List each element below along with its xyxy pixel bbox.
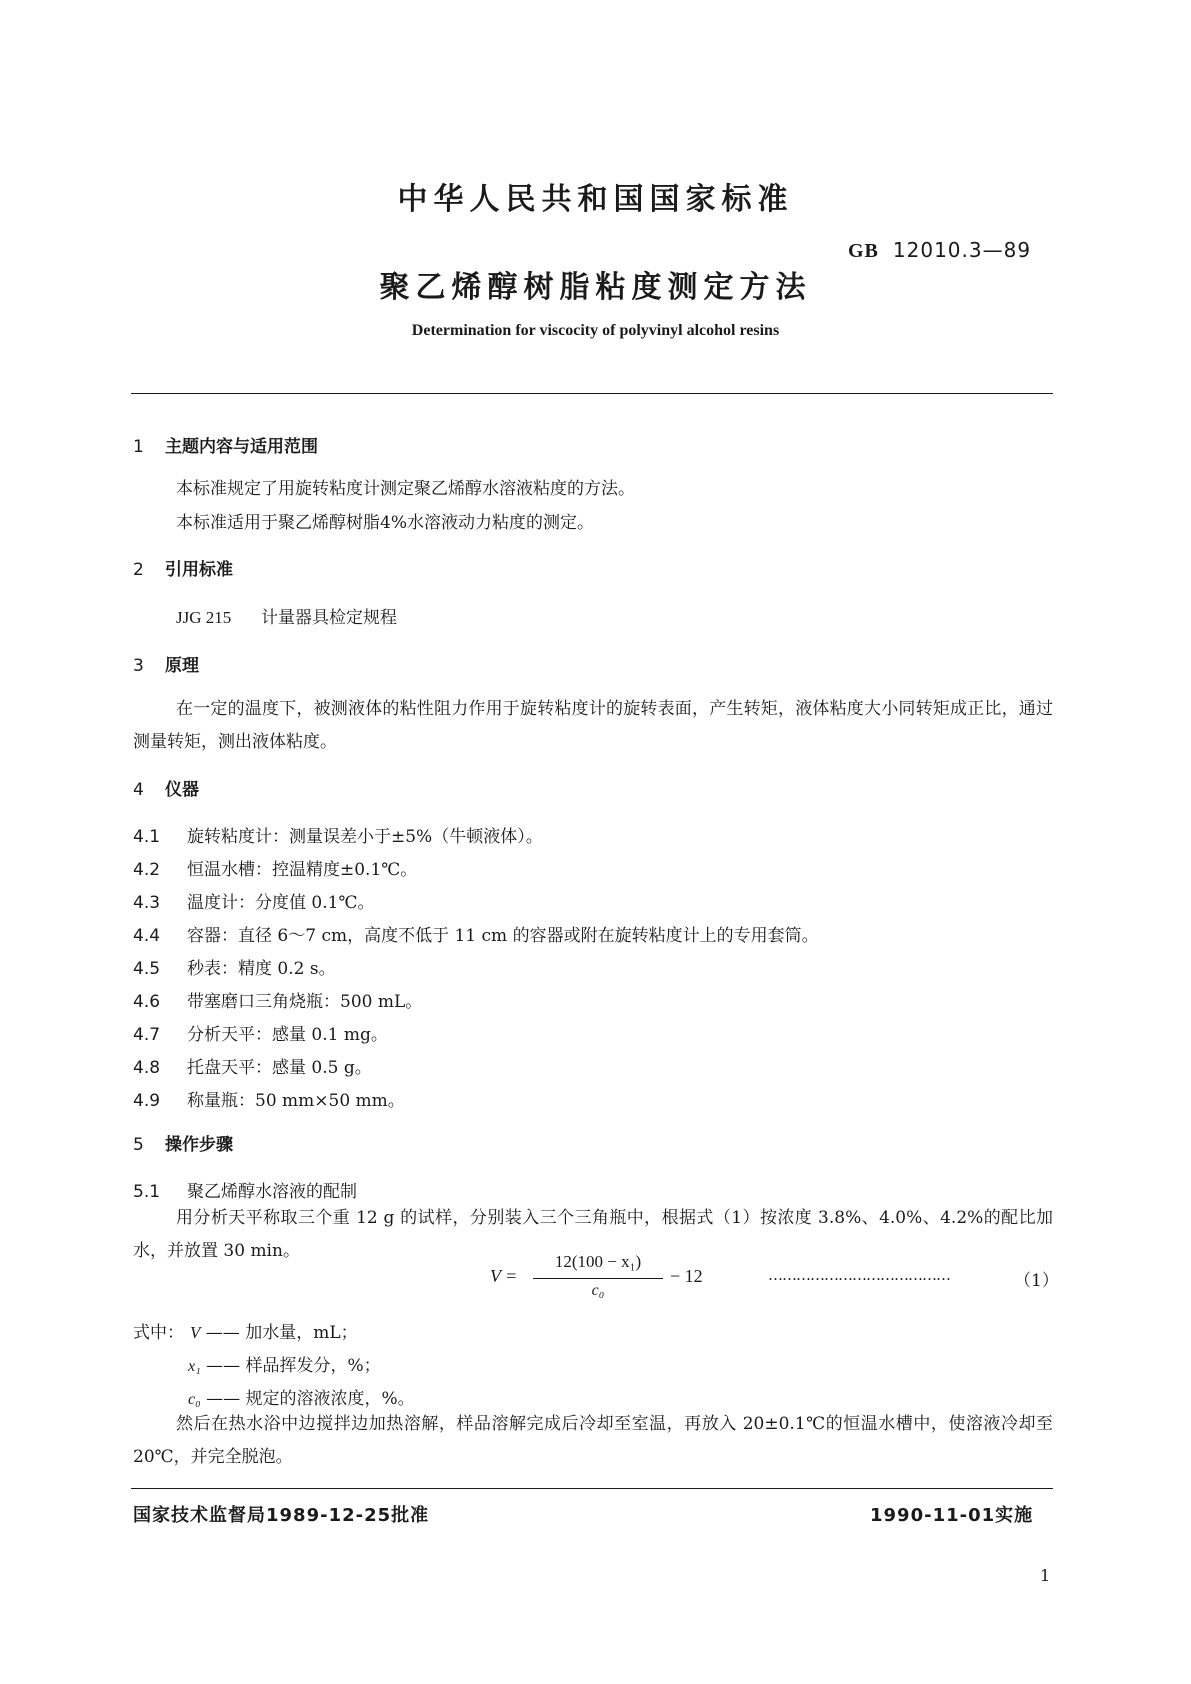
instrument-item	[133, 855, 417, 880]
variable-description: —— 样品挥发分，%；	[206, 1356, 381, 1376]
instrument-item	[133, 921, 819, 946]
instrument-item	[133, 822, 543, 847]
formula-denominator: c₀	[591, 1282, 605, 1299]
section-title: 引用标准	[165, 560, 233, 580]
item-number: 4.9	[133, 1091, 161, 1111]
item-text: 秒表：精度 0.2 s。	[187, 959, 336, 979]
item-text: 恒温水槽：控温精度±0.1℃。	[187, 860, 418, 880]
section-number: 4	[133, 780, 144, 800]
variable-definition	[188, 1384, 415, 1409]
header-divider	[131, 393, 1053, 394]
where-label: 式中：	[133, 1323, 184, 1343]
formula-numerator: 12(100 − x₁)	[554, 1252, 642, 1271]
reference-title: 计量器具检定规程	[261, 608, 397, 628]
item-number: 4.7	[133, 1025, 161, 1045]
item-text: 旋转粘度计：测量误差小于±5%（牛顿液体）。	[187, 827, 543, 847]
instrument-item	[133, 888, 374, 913]
instrument-item	[133, 1053, 372, 1078]
section-title: 操作步骤	[165, 1135, 233, 1155]
implementation-date: 1990-11-01实施	[870, 1505, 1034, 1526]
standard-code	[848, 238, 1031, 263]
page-number: 1	[1040, 1566, 1051, 1585]
instrument-item	[133, 1020, 388, 1045]
item-number: 4.1	[133, 827, 161, 847]
item-text: 容器：直径 6～7 cm，高度不低于 11 cm 的容器或附在旋转粘度计上的专用套筒。	[187, 926, 819, 946]
document-title-en: Determination for viscocity of polyvinyl alcohol resins	[411, 322, 780, 339]
section-number: 3	[133, 656, 144, 676]
gb-prefix: GB	[848, 240, 879, 262]
section-1-paragraph-1: 本标准规定了用旋转粘度计测定聚乙烯醇水溶液粘度的方法。	[176, 479, 635, 499]
item-text: 称量瓶：50 mm×50 mm。	[187, 1091, 405, 1111]
variable-description: —— 加水量，mL；	[205, 1323, 358, 1343]
instrument-item	[133, 1086, 405, 1111]
formula-rhs: − 12	[670, 1266, 703, 1286]
variable-definition	[190, 1318, 358, 1343]
instrument-item	[133, 954, 336, 979]
footer-divider	[131, 1488, 1053, 1489]
item-text: 带塞磨口三角烧瓶：500 mL。	[187, 992, 423, 1012]
fraction-bar	[533, 1278, 663, 1279]
subsection-5-1-after-paragraph: 然后在热水浴中边搅拌边加热溶解，样品溶解完成后冷却至室温，再放入 20±0.1℃的恒温水槽中，使溶液冷却至 20℃，并完全脱泡。	[133, 1414, 1053, 1467]
subsection-number: 5.1	[133, 1182, 161, 1202]
section-2-heading	[133, 555, 233, 580]
reference-standard	[176, 603, 397, 628]
variable-symbol: c₀	[188, 1391, 201, 1408]
item-number: 4.8	[133, 1058, 161, 1078]
reference-code: JJG 215	[176, 608, 232, 627]
section-1-heading	[133, 432, 318, 457]
section-5-heading	[133, 1130, 233, 1155]
approval-note: 国家技术监督局1989-12-25批准	[133, 1505, 430, 1526]
formula-equation-number: （1）	[1014, 1271, 1059, 1291]
item-text: 分析天平：感量 0.1 mg。	[187, 1025, 388, 1045]
variable-description: —— 规定的溶液浓度，%。	[206, 1389, 415, 1409]
section-3-paragraph: 在一定的温度下，被测液体的粘性阻力作用于旋转粘度计的旋转表面，产生转矩，液体粘度大小同转矩成正比，通过测量转矩，测出液体粘度。	[133, 699, 1053, 752]
subsection-5-1-paragraph: 用分析天平称取三个重 12 g 的试样，分别装入三个三角瓶中，根据式（1）按浓度 3.8%、4.0%、4.2%的配比加水，并放置 30 min。	[133, 1208, 1053, 1261]
formula-leader-dots: …………………………………	[768, 1266, 950, 1284]
item-text: 托盘天平：感量 0.5 g。	[187, 1058, 372, 1078]
variable-symbol: x₁	[188, 1358, 201, 1375]
section-number: 2	[133, 560, 144, 580]
formula-lhs: V =	[490, 1266, 518, 1286]
item-number: 4.2	[133, 860, 161, 880]
standard-number: 12010.3—89	[892, 238, 1032, 262]
section-title: 仪器	[165, 780, 199, 800]
section-number: 5	[133, 1135, 144, 1155]
section-title: 主题内容与适用范围	[165, 437, 318, 457]
item-number: 4.6	[133, 992, 161, 1012]
item-number: 4.4	[133, 926, 161, 946]
item-text: 温度计：分度值 0.1℃。	[187, 893, 375, 913]
item-number: 4.3	[133, 893, 161, 913]
national-standard-heading: 中华人民共和国国家标准	[397, 182, 794, 217]
section-4-heading	[133, 775, 199, 800]
instrument-item	[133, 987, 422, 1012]
subsection-5-1-heading	[133, 1177, 357, 1202]
section-number: 1	[133, 437, 144, 457]
item-number: 4.5	[133, 959, 161, 979]
section-title: 原理	[165, 656, 199, 676]
section-1-paragraph-2: 本标准适用于聚乙烯醇树脂4%水溶液动力粘度的测定。	[176, 513, 594, 533]
variable-definition	[188, 1351, 381, 1376]
document-title-cn: 聚乙烯醇树脂粘度测定方法	[379, 270, 812, 305]
variable-symbol: V	[190, 1323, 201, 1342]
section-3-heading	[133, 651, 199, 676]
subsection-title: 聚乙烯醇水溶液的配制	[187, 1182, 357, 1202]
